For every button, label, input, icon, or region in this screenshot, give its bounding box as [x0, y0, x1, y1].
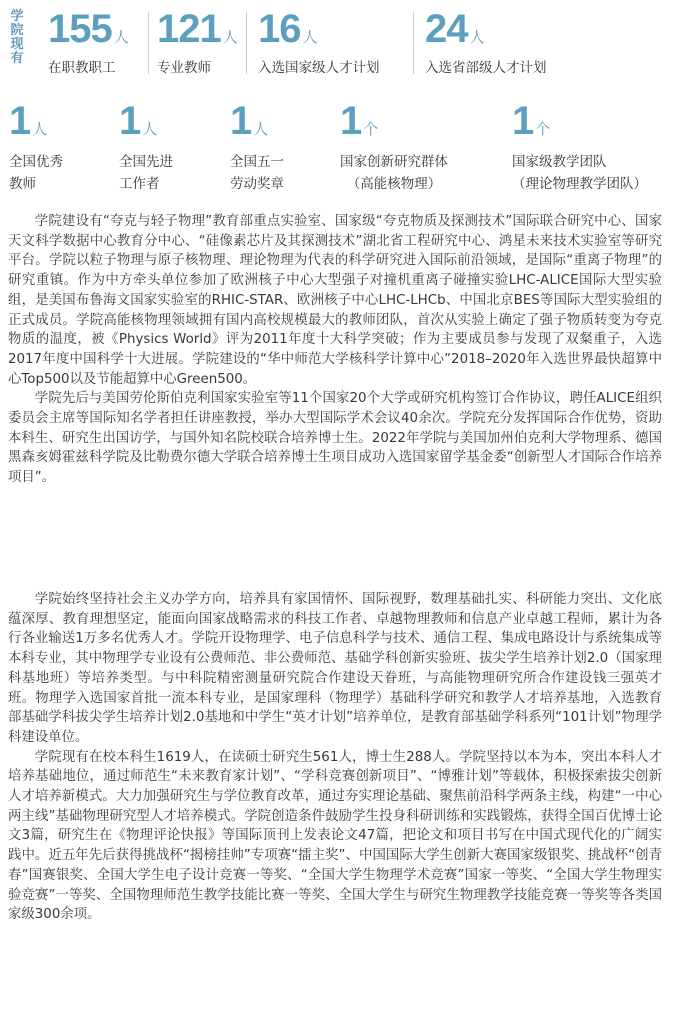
paragraph: 学院始终坚持社会主义办学方向，培养具有家国情怀、国际视野，数理基础扎实、科研能力突出、文化底蕴深厚、教育理想坚定，能面向国家战略需求的科技工作者、卓越物理教师和信息产业卓越工程师，累计为各行各业输送1万多名优秀人才。学院开设物理学、电子信息科学与技术、通信工程、集成电路设计与系统集成等本科专业，其中物理学专业设有公费师范、非公费师范、基础学科创新实验班、拔尖学生培养计划2.0（国家理科基地班）等培养类型。与中科院精密测量研究院合作建设天眷班，与高能物理研究所合作建设钱三强英才班。物理学入选国家首批一流本科专业，是国家理科（物理学）基础科学研究和教学人才培养基地，入选教育部基础学科拔尖学生培养计划2.0基地和中学生“英才计划”培养单位，是教育部基础学科系列“101计划”物理学科建设单位。: [8, 592, 662, 745]
stat-number: 1: [9, 99, 31, 143]
stat-unit: 人: [302, 29, 318, 46]
stat-label-line2: 劳动奖章: [230, 176, 284, 192]
stat-label-line2: 教师: [9, 176, 36, 192]
side-label-char: 现: [10, 37, 24, 52]
research-section: [8, 212, 662, 488]
stat-number: 155: [48, 7, 112, 51]
stat-number: 1: [340, 99, 362, 143]
stat-advanced-worker: [119, 100, 173, 195]
education-section: [8, 590, 662, 925]
stat-number: 1: [230, 99, 252, 143]
side-label-char: 学: [10, 9, 24, 24]
stat-number: 121: [157, 7, 221, 51]
stat-national-talent: [258, 8, 380, 77]
stat-number: 16: [258, 7, 301, 51]
stat-number: 1: [512, 99, 534, 143]
stat-teaching-team: [512, 100, 647, 195]
stat-may-day-medal: [230, 100, 284, 195]
stat-excellent-teacher: [9, 100, 63, 195]
side-label: [8, 10, 26, 66]
stat-faculty-staff: [48, 8, 129, 77]
divider: [246, 12, 247, 74]
stat-label-line2: 工作者: [119, 176, 160, 192]
stat-label: 入选省部级人才计划: [425, 60, 547, 76]
stat-label: 专业教师: [157, 60, 211, 76]
paragraph: 学院现有在校本科生1619人，在读硕士研究生561人，博士生288人。学院坚持以本为本，突出本科人才培养基础地位，通过师范生“未来教育家计划”、“学科竞赛创新项目”、“博雅计划”等载体，积极探索拔尖创新人才培养新模式。大力加强研究生与学位教育改革，通过夯实理论基础、聚焦前沿科学两条主线，构建“一中心两主线”基础物理研究型人才培养模式。学院创造条件鼓励学生投身科研训练和实践锻炼，获得全国百优博士论文3篇，研究生在《物理评论快报》等国际顶刊上发表论文47篇，把论文和项目书写在中国式现代化的广阔实践中。近五年先后获得挑战杯“揭榜挂帅”专项赛“擂主奖”、中国国际大学生创新大赛国家级银奖、挑战杯“创青春”国赛银奖、全国大学生电子设计竞赛一等奖、“全国大学生物理学术竞赛”国家一等奖、“全国大学生物理实验竞赛”一等奖、全国物理师范生教学技能比赛一等奖、全国大学生与研究生物理教学技能竞赛一等奖等各类国家级300余项。: [8, 749, 662, 923]
stat-label: 入选国家级人才计划: [258, 60, 380, 76]
side-label-char: 院: [10, 23, 24, 38]
paragraph: 学院先后与美国劳伦斯伯克利国家实验室等11个国家20个大学或研究机构签订合作协议，聘任ALICE组织委员会主席等国际知名学者担任讲座教授，举办大型国际学术会议40余次。学院充分发挥国际合作优势，资助本科生、研究生出国访学，与国外知名院校联合培养博士生。2022年学院与美国加州伯克利大学物理系、德国黑森亥姆霍兹科学院及比勒费尔德大学联合培养博士生项目成功入选国家留学基金委“创新型人才国际合作培养项目”。: [8, 391, 662, 486]
paragraph: 学院建设有“夸克与轻子物理”教育部重点实验室、国家级“夸克物质及探测技术”国际联合研究中心、国家天文科学数据中心教育分中心、“硅像素芯片及其探测技术”湖北省工程研究中心、鸿星未来技术实验室等研究平台。学院以粒子物理与原子核物理、理论物理为代表的科学研究进入国际前沿领域，是国际“重离子物理”的研究重镇。作为中方牵头单位参加了欧洲核子中心大型强子对撞机重离子碰撞实验LHC-ALICE国际大型实验组，是美国布鲁海文国家实验室的RHIC-STAR、欧洲核子中心LHC-LHCb、中国北京BES等国际大型实验组的正式成员。学院高能核物理领域拥有国内高校规模最大的教师团队，首次从实验上确定了强子物质转变为夸克物质的温度，被《Physics World》评为2011年度十大科学突破；作为主要成员参与发现了双粲重子，入选2017年度中国科学十大进展。学院建设的“华中师范大学核科学计算中心”2018–2020年入选世界最快超算中心Top500以及节能超算中心Green500。: [8, 214, 662, 387]
stat-unit: 人: [222, 29, 238, 46]
stat-unit: 个: [363, 121, 379, 138]
stat-label-line2: （理论物理教学团队）: [512, 176, 647, 192]
stat-unit: 人: [113, 29, 129, 46]
stat-teachers: [157, 8, 238, 77]
stat-innovation-group: [340, 100, 448, 195]
stat-label-line1: 国家创新研究群体: [340, 154, 448, 170]
stat-label-line1: 全国五一: [230, 154, 284, 170]
stat-label-line2: （高能核物理）: [346, 176, 442, 192]
stat-label-line1: 国家级教学团队: [512, 154, 607, 170]
stat-unit: 人: [142, 121, 158, 138]
stat-label: 在职教职工: [48, 60, 116, 76]
stat-unit: 个: [535, 121, 551, 138]
stat-unit: 人: [253, 121, 269, 138]
stat-provincial-talent: [425, 8, 547, 77]
stat-number: 1: [119, 99, 141, 143]
stat-label-line1: 全国优秀: [9, 154, 63, 170]
stat-number: 24: [425, 7, 468, 51]
stat-unit: 人: [32, 121, 48, 138]
stat-unit: 人: [469, 29, 485, 46]
divider: [413, 12, 414, 74]
side-label-char: 有: [10, 51, 24, 66]
stat-label-line1: 全国先进: [119, 154, 173, 170]
divider: [148, 12, 149, 74]
